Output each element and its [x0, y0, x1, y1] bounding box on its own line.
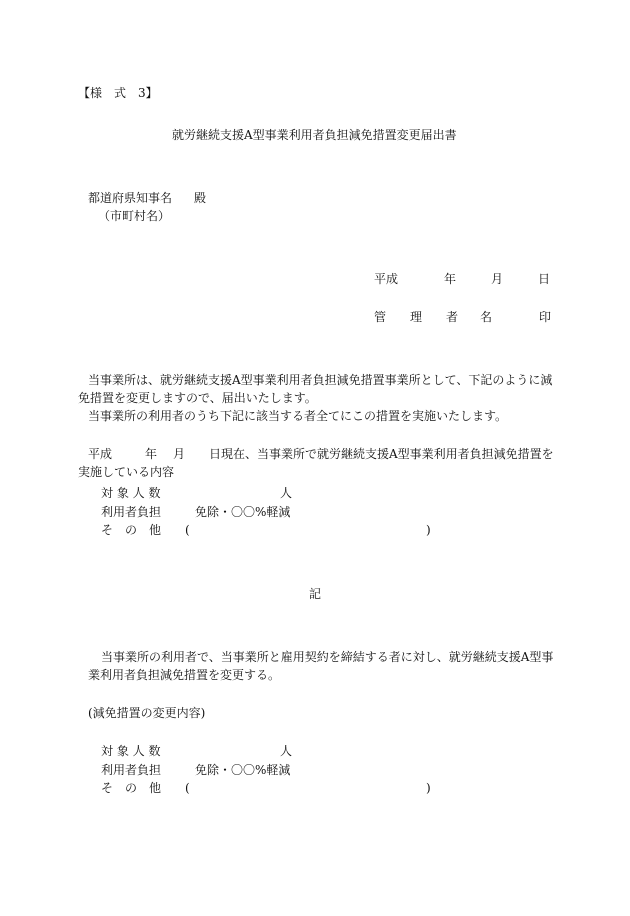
count-unit: 人 [280, 744, 293, 758]
honorific: 殿 [194, 191, 207, 205]
manager-char-1: 管 [374, 310, 387, 324]
body-line-1: 当事業所は、就労継続支援A型事業利用者負担減免措置事業所として、下記のように減 [88, 373, 553, 387]
other-label: そ の 他 [101, 523, 162, 537]
other-paren-close: ) [426, 523, 431, 537]
date-era: 平成 [374, 272, 399, 286]
notice-line-1: 当事業所の利用者で、当事業所と雇用契約を締結する者に対し、就労継続支援A型事 [101, 650, 554, 664]
other-paren-open: ( [185, 781, 190, 795]
change-heading: (減免措置の変更内容) [88, 706, 206, 720]
burden-value: 免除・〇〇%軽減 [195, 505, 291, 519]
document-title: 就労継続支援A型事業利用者負担減免措置変更届出書 [172, 128, 457, 142]
date-month: 月 [491, 272, 504, 286]
manager-char-4: 名 [480, 310, 493, 324]
governor-name: 都道府県知事名 [88, 191, 173, 205]
burden-label: 利用者負担 [101, 763, 162, 777]
date-year: 年 [444, 272, 457, 286]
current-rest: 日現在、当事業所で就労継続支援A型事業利用者負担減免措置を [209, 447, 554, 461]
current-era: 平成 [88, 447, 113, 461]
burden-value: 免除・〇〇%軽減 [195, 763, 291, 777]
body-line-2: 免措置を変更しますので、届出いたします。 [78, 391, 317, 405]
current-month: 月 [173, 447, 186, 461]
burden-label: 利用者負担 [101, 505, 162, 519]
current-year: 年 [145, 447, 158, 461]
date-day: 日 [538, 272, 551, 286]
municipality-name: （市町村名） [98, 209, 171, 223]
seal-mark: 印 [539, 310, 552, 324]
form-label: 【様 式 3】 [78, 86, 158, 100]
current-line-2: 実施している内容 [78, 465, 175, 479]
manager-char-3: 者 [446, 310, 459, 324]
notice-line-2: 業利用者負担減免措置を変更する。 [88, 668, 281, 682]
count-unit: 人 [280, 486, 293, 500]
ki-heading: 記 [309, 587, 322, 601]
count-label: 対 象 人 数 [101, 744, 161, 758]
count-label: 対 象 人 数 [101, 486, 161, 500]
manager-char-2: 理 [410, 310, 423, 324]
body-line-3: 当事業所の利用者のうち下記に該当する者全てにこの措置を実施いたします。 [88, 409, 508, 423]
other-paren-open: ( [185, 523, 190, 537]
other-paren-close: ) [426, 781, 431, 795]
other-label: そ の 他 [101, 781, 162, 795]
